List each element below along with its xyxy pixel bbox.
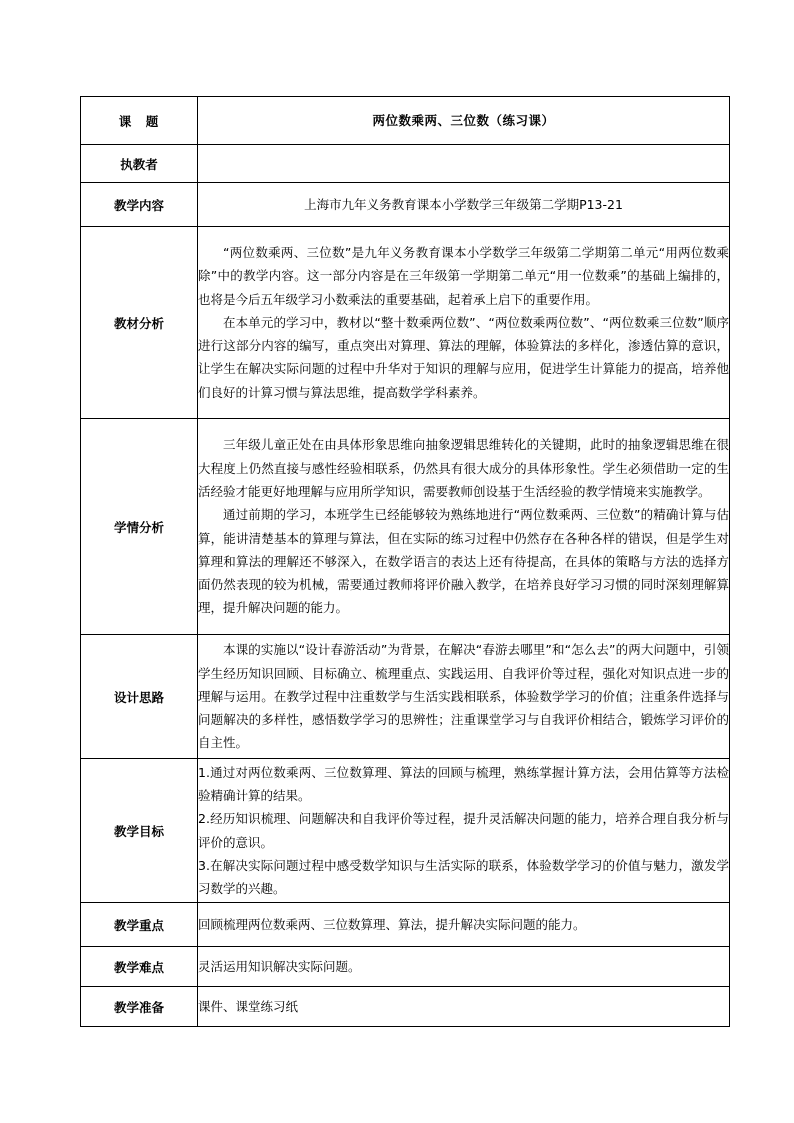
row-topic [81, 97, 730, 145]
student-paragraph-1: 三年级儿童正处在由具体形象思维向抽象逻辑思维转化的关键期，此时的抽象逻辑思维在很大程度上仍然直接与感性经验相联系，仍然具有很大成分的具体形象性。学生必须借助一定的生活经验才能更好地理解与应用所学知识，需要教师创设基于生活经验的教学情境来实施教学。 [198, 437, 729, 499]
row-prep [81, 987, 730, 1027]
focus-label: 教学重点 [81, 903, 198, 947]
prep-value: 课件、课堂练习纸 [198, 987, 730, 1027]
material-label: 教材分析 [81, 227, 198, 419]
difficulty-label: 教学难点 [81, 947, 198, 987]
row-student [81, 419, 730, 635]
goals-label: 教学目标 [81, 759, 198, 903]
focus-value: 回顾梳理两位数乘两、三位数算理、算法，提升解决实际问题的能力。 [198, 903, 730, 947]
row-content [81, 183, 730, 227]
teacher-label: 执教者 [81, 145, 198, 183]
lesson-title: 两位数乘两、三位数（练习课） [198, 97, 730, 145]
row-design [81, 635, 730, 759]
prep-label: 教学准备 [81, 987, 198, 1027]
goals-value [198, 759, 730, 903]
content-label: 教学内容 [81, 183, 198, 227]
material-paragraph-1: “两位数乘两、三位数”是九年义务教育课本小学数学三年级第二学期第二单元“用两位数乘除”中的教学内容。这一部分内容是在三年级第一学期第二单元“用一位数乘”的基础上编排的，也将是今后五年级学习小数乘法的重要基础，起着承上启下的重要作用。 [198, 244, 729, 307]
student-paragraph-2: 通过前期的学习，本班学生已经能够较为熟练地进行“两位数乘两、三位数”的精确计算与估算，能讲清楚基本的算理与算法，但在实际的练习过程中仍然存在各种各样的错误，但是学生对算理和算法的理解还不够深入，在数学语言的表达上还有待提高，在具体的策略与方法的选择方面仍然表现的较为机械，需要通过教师将评价融入教学，在培养良好学习习惯的同时深刻理解算理，提升解决问题的能力。 [198, 507, 729, 616]
design-paragraph: 本课的实施以“设计春游活动”为背景，在解决“春游去哪里”和“怎么去”的两大问题中，引领学生经历知识回顾、目标确立、梳理重点、实践运用、自我评价等过程，强化对知识点进一步的理解与运用。在教学过程中注重数学与生活实践相联系，体验数学学习的价值；注重条件选择与问题解决的多样性，感悟数学学习的思辨性；注重课堂学习与自我评价相结合，锻炼学习评价的自主性。 [198, 642, 729, 751]
topic-label: 课 题 [81, 97, 198, 145]
row-difficulty [81, 947, 730, 987]
goal-item-2: 2.经历知识梳理、问题解决和自我评价等过程，提升灵活解决问题的能力，培养合理自我分析与评价的意识。 [198, 811, 729, 850]
goal-item-3: 3.在解决实际问题过程中感受数学知识与生活实际的联系，体验数学学习的价值与魅力，激发学习数学的兴趣。 [198, 857, 729, 897]
row-teacher [81, 145, 730, 183]
student-label: 学情分析 [81, 419, 198, 635]
design-value [198, 635, 730, 759]
material-value [198, 227, 730, 419]
content-value: 上海市九年义务教育课本小学数学三年级第二学期P13-21 [198, 183, 730, 227]
goal-item-1: 1.通过对两位数乘两、三位数算理、算法的回顾与梳理，熟练掌握计算方法，会用估算等方法检验精确计算的结果。 [198, 764, 729, 803]
row-material [81, 227, 730, 419]
row-goals [81, 759, 730, 903]
row-focus [81, 903, 730, 947]
material-paragraph-2: 在本单元的学习中，教材以“整十数乘两位数”、“两位数乘两位数”、“两位数乘三位数”顺序进行这部分内容的编写，重点突出对算理、算法的理解，体验算法的多样化，渗透估算的意识，让学生在解决实际问题的过程中升华对于知识的理解与应用，促进学生计算能力的提高，培养他们良好的计算习惯与算法思维，提高数学学科素养。 [198, 314, 729, 400]
lesson-plan-table [80, 96, 730, 1027]
teacher-value [198, 145, 730, 183]
design-label: 设计思路 [81, 635, 198, 759]
difficulty-value: 灵活运用知识解决实际问题。 [198, 947, 730, 987]
student-value [198, 419, 730, 635]
